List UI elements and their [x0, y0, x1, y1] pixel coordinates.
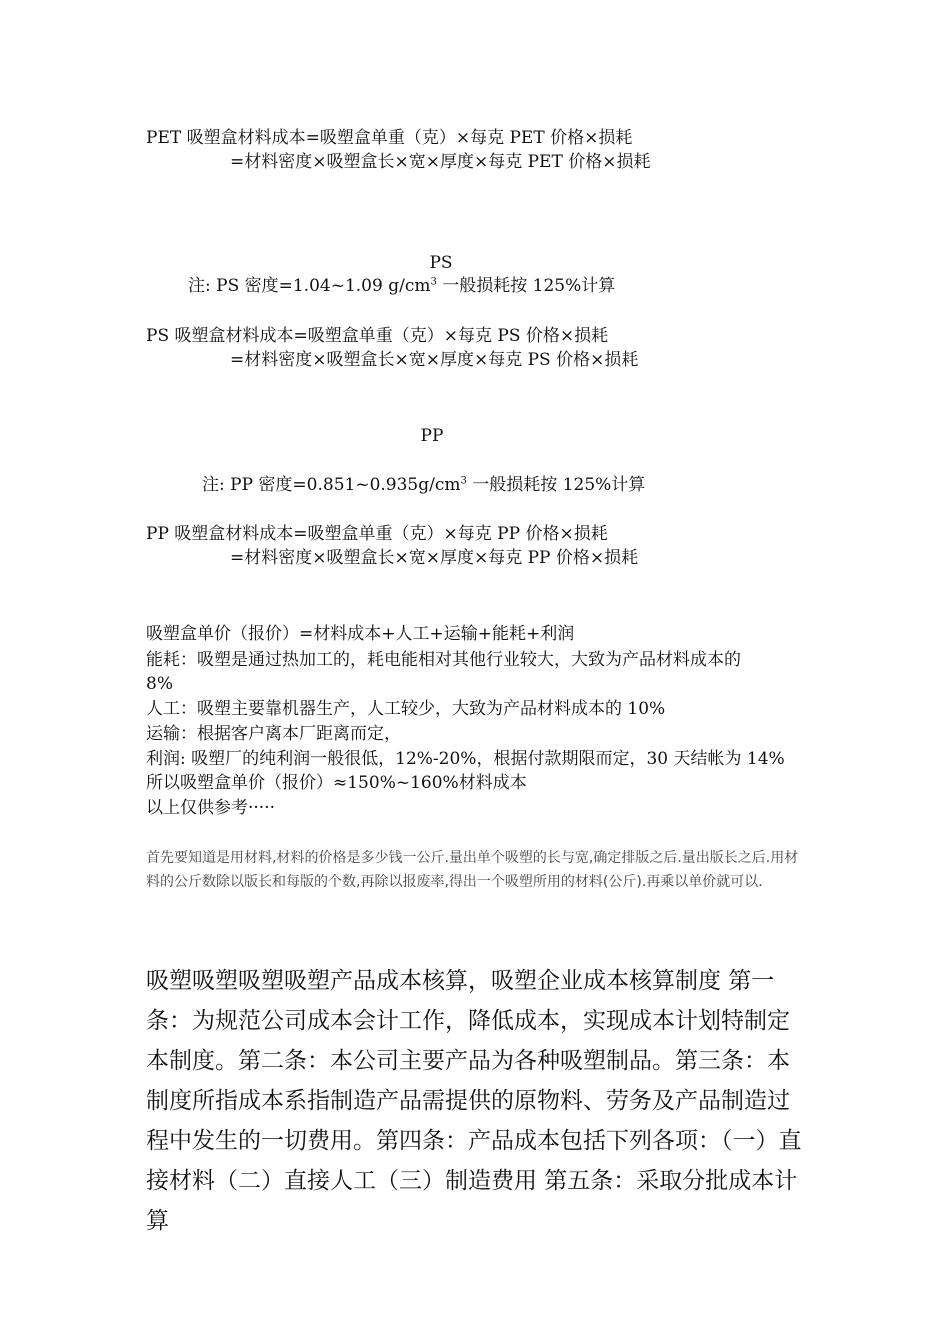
pp-note-exponent: 3 — [460, 475, 467, 487]
ps-formula-line-2: =材料密度×吸塑盒长×宽×厚度×每克 PS 价格×损耗 — [230, 350, 639, 370]
cost-system-paragraph: 吸塑吸塑吸塑吸塑产品成本核算，吸塑企业成本核算制度 第一条：为规范公司成本会计工作，降低成本，实现成本计划特制定本制度。第二条：本公司主要产品为各种吸塑制品。第三条：本制度所指成本系指制造产品需提供的原物料、劳务及产品制造过程中发生的一切费用。第四条：产品成本包括下列各项：（一）直接材料（二）直接人工（三）制造费用 第五条：采取分批成本计算 — [146, 968, 802, 1234]
ps-note-density: 注: PS 密度=1.04~1.09 g/cm — [188, 276, 431, 296]
pet-formula-line-2: =材料密度×吸塑盒长×宽×厚度×每克 PET 价格×损耗 — [230, 152, 651, 172]
ps-formula-line-1: PS 吸塑盒材料成本=吸塑盒单重（克）×每克 PS 价格×损耗 — [146, 326, 609, 346]
pp-formula-line-2: =材料密度×吸塑盒长×宽×厚度×每克 PP 价格×损耗 — [230, 548, 639, 568]
pp-note-loss: 一般损耗按 125%计算 — [466, 475, 646, 495]
ps-note-exponent: 3 — [430, 276, 437, 288]
pricing-transport: 运输：根据客户离本厂距离而定， — [146, 724, 401, 744]
pricing-conclusion: 所以吸塑盒单价（报价）≈150%~160%材料成本 — [146, 773, 527, 793]
pet-formula-line-1: PET 吸塑盒材料成本=吸塑盒单重（克）×每克 PET 价格×损耗 — [146, 128, 633, 148]
pricing-labor: 人工：吸塑主要靠机器生产，人工较少，大致为产品材料成本的 10% — [146, 699, 666, 719]
pp-note-density: 注: PP 密度=0.851~0.935g/cm — [202, 475, 461, 495]
pricing-profit: 利润: 吸塑厂的纯利润一般很低，12%-20%，根据付款期限而定，30 天结帐为 14% — [146, 749, 785, 769]
pricing-energy: 能耗：吸塑是通过热加工的，耗电能相对其他行业较大，大致为产品材料成本的 — [146, 650, 741, 670]
pp-heading: PP — [420, 426, 444, 446]
ps-note-loss: 一般损耗按 125%计算 — [436, 276, 616, 296]
pricing-formula: 吸塑盒单价（报价）=材料成本+人工+运输+能耗+利润 — [146, 624, 575, 644]
pp-note — [202, 474, 645, 496]
pricing-disclaimer: 以上仅供参考····· — [146, 798, 276, 818]
method-paragraph: 首先要知道是用材料,材料的价格是多少钱一公斤.量出单个吸塑的长与宽,确定排版之后.量出版长之后.用材料的公斤数除以版长和每版的个数,再除以报废率,得出一个吸塑所用的材料(公斤).再乘以单价就可以. — [146, 850, 799, 890]
pricing-energy-percent: 8% — [146, 674, 173, 694]
ps-heading: PS — [429, 253, 453, 273]
pp-formula-line-1: PP 吸塑盒材料成本=吸塑盒单重（克）×每克 PP 价格×损耗 — [146, 524, 608, 544]
ps-note — [188, 275, 615, 297]
